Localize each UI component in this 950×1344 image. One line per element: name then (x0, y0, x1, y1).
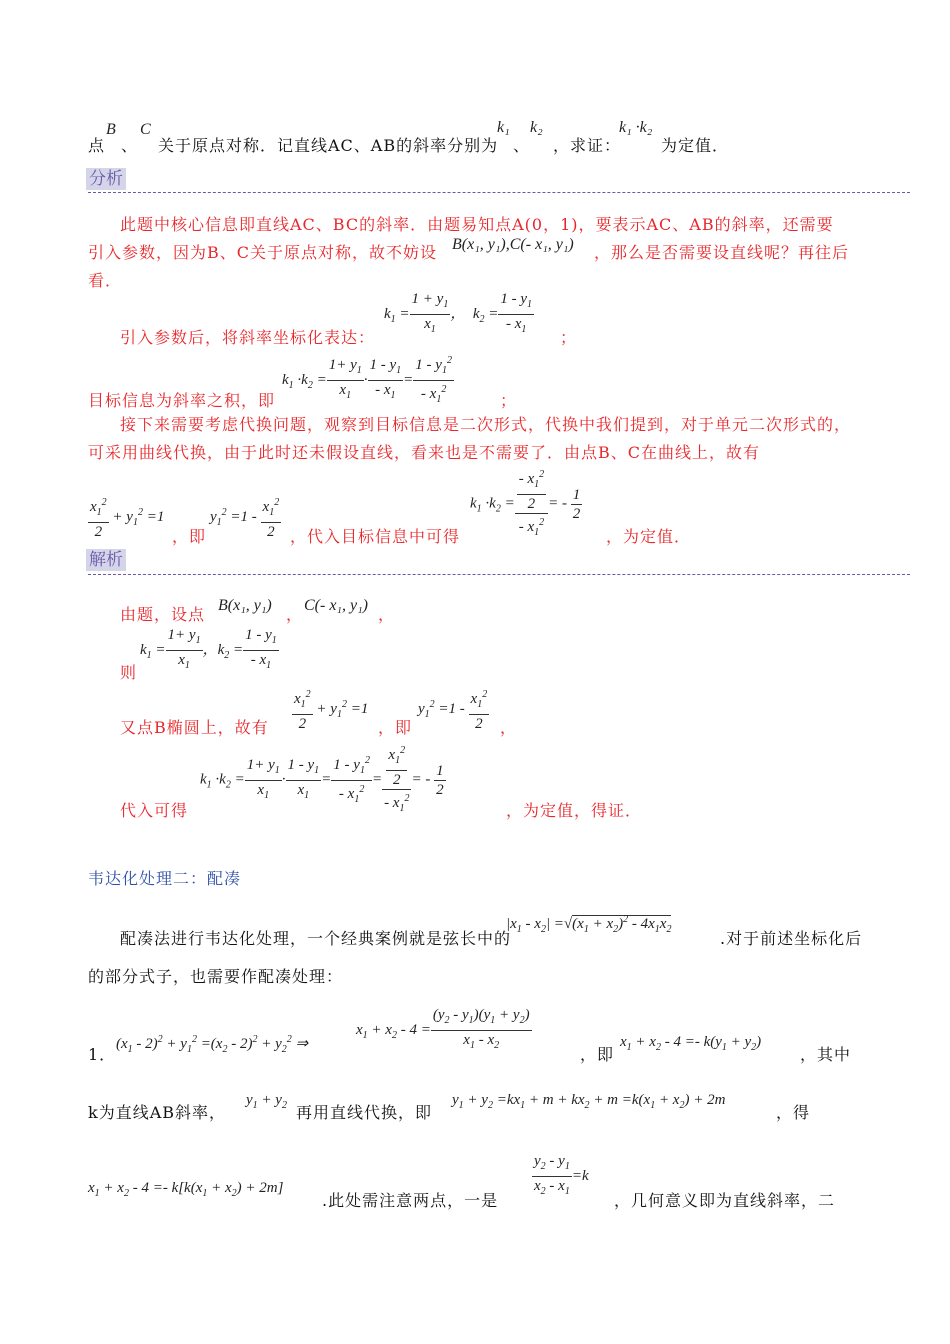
intro-text-2: 关于原点对称．记直线AC、AB的斜率分别为 (158, 136, 499, 155)
analysis-semicolon-2: ； (500, 391, 518, 410)
analysis-semicolon-1: ； (560, 328, 578, 347)
line2-text-c: ，得 (776, 1103, 811, 1122)
solution-comma-2: ， (378, 605, 396, 624)
solution-line-2: 则 (120, 663, 138, 682)
solution-point-c: C(- x₁, y₁) (304, 597, 368, 614)
result-formula: $k_1 \cdot k_2$ = $\frac{\frac{- x_1^2}{2}}{- x_1^2}$ = - $\frac{1}{2}$ (470, 466, 582, 542)
line3-text-b: ，几何意义即为直线斜率，二 (614, 1191, 836, 1210)
item-1-formula-a: $(x_1 - 2)^2 + y_1^2 =(x_2 - 2)^2 + y_2^2$ ⇒ (116, 1034, 309, 1055)
analysis-line-8c: ，为定值． (606, 527, 692, 546)
analysis-line-4: 引入参数后，将斜率坐标化表达： (120, 328, 376, 347)
analysis-line-3: 看． (88, 271, 123, 290)
section2-paragraph-2: 的部分式子，也需要作配凑处理： (88, 967, 344, 986)
solution-line-3b: ，即 (378, 718, 413, 737)
line3-formula-a: $x_1 + x_2 - 4 =- k[k(x_1 + x_2) + 2m]$ (88, 1180, 284, 1199)
analysis-divider (88, 192, 910, 193)
analysis-line-2a: 引入参数，因为B、C关于原点对称，故不妨设 (88, 243, 438, 262)
solution-point-b: B(x₁, y₁) (218, 597, 272, 614)
slope-formula: $k_1$ = $\frac{1 + y_1}{x_1}$ ， $k_2$ = $\frac{1 - y_1}{- x_1}$ (384, 290, 534, 339)
item-1-number: 1． (88, 1045, 117, 1064)
analysis-line-8a: ，即 (172, 527, 207, 546)
intro-text-1: 点 (88, 136, 106, 155)
item-1-text-b: ，即 (580, 1045, 615, 1064)
analysis-heading: 分析 (86, 168, 126, 190)
intro-sep-1: 、 (121, 136, 139, 155)
intro-sep-2: 、 (513, 136, 531, 155)
solution-divider (88, 574, 910, 575)
analysis-line-6: 接下来需要考虑代换问题，观察到目标信息是二次形式，代换中我们提到，对于单元二次形式的， (120, 415, 852, 434)
point-c-symbol: C (140, 121, 151, 138)
section2-paragraph-1b: .对于前述坐标化后 (720, 929, 863, 948)
solution-ellipse: $\frac{x_1^2}{2}$ + $y_1^2 =1$ (294, 689, 369, 732)
point-b-symbol: B (106, 121, 116, 138)
line2-formula-a: $y_1 + y_2$ (246, 1092, 287, 1111)
solution-line-3: 又点B椭圆上，故有 (120, 718, 269, 737)
intro-text-3: ，求证： (553, 136, 622, 155)
solution-line-1: 由题，设点 (120, 605, 206, 624)
y1-squared-equation: $y_1^2 =1$ - $\frac{x_1^2}{2}$ (210, 497, 280, 540)
item-1-formula-b: $x_1 + x_2 - 4$ = $\frac{(y_2 - y_1)(y_1 + y_2)}{x_1 - x_2}$ (356, 1006, 532, 1055)
line2-text-a: k为直线AB斜率， (88, 1103, 227, 1122)
k1-symbol: k₁ (497, 119, 510, 136)
line2-formula-b: $y_1 + y_2 =kx_1 + m + kx_2 + m =k(x_1 + x_2) + 2m$ (452, 1092, 726, 1111)
line2-text-b: 再用直线代换，即 (296, 1103, 433, 1122)
chord-length-formula: $|x_1 - x_2| =√(x_1 + x_2)^2 - 4x_1x_2$ (506, 914, 672, 935)
solution-line-4-end: ，为定值，得证． (506, 801, 643, 820)
solution-y1-squared: $y_1^2 =1$ - $\frac{x_1^2}{2}$ (418, 689, 488, 732)
analysis-line-2-math: B(x₁, y₁),C(- x₁, y₁) (452, 236, 574, 253)
solution-slopes: $k_1$ = $\frac{1+ y_1}{x_1}$ ，$k_2$ = $\frac{1 - y_1}{- x_1}$ (140, 626, 279, 675)
item-1-formula-c: $x_1 + x_2 - 4 =- k(y_1 + y_2)$ (620, 1034, 762, 1053)
analysis-line-7: 可采用曲线代换，由于此时还未假设直线，看来也是不需要了．由点B、C在曲线上，故有 (88, 443, 761, 462)
intro-text-4: 为定值． (661, 136, 730, 155)
line3-formula-b: $\frac{y_2 - y_1}{x_2 - x_1}$ =k (532, 1152, 589, 1201)
analysis-line-1: 此题中核心信息即直线AC、BC的斜率．由题易知点A(0，1)，要表示AC、AB的斜率，还需要 (120, 215, 834, 234)
analysis-line-5: 目标信息为斜率之积，即 (88, 391, 276, 410)
solution-comma-1: ， (286, 605, 304, 624)
line3-text-a: .此处需注意两点，一是 (322, 1191, 499, 1210)
analysis-line-2b: ，那么是否需要设直线呢？再往后 (594, 243, 850, 262)
k1k2-product: k₁ ·k₂ (619, 119, 653, 136)
solution-heading: 解析 (86, 549, 126, 571)
solution-comma-3: ， (500, 718, 518, 737)
section2-paragraph-1a: 配凑法进行韦达化处理，一个经典案例就是弦长中的 (120, 929, 512, 948)
item-1-text-c: ，其中 (800, 1045, 852, 1064)
solution-line-4: 代入可得 (120, 801, 189, 820)
k2-symbol: k₂ (530, 119, 543, 136)
product-formula: $k_1 \cdot k_2$ = $\frac{1+ y_1}{x_1}$ · $\frac{1 - y_1}{- x_1}$ = $\frac{1 - y_1^2}{- x_1^2}$ (282, 352, 454, 409)
analysis-line-8b: ，代入目标信息中可得 (290, 527, 461, 546)
ellipse-equation: $\frac{x_1^2}{2}$ + $y_1^2 =1$ (90, 497, 165, 540)
solution-final-formula: $k_1 \cdot k_2$ = $\frac{1+ y_1}{x_1}$ · $\frac{1 - y_1}{x_1}$ = $\frac{1 - y_1^2}{- x_1^2}$ = $\frac{\frac{x_1^2}{2}}{- x_1^2}$ = - $\frac{1}{2}$ (200, 742, 446, 818)
section2-title: 韦达化处理二：配凑 (88, 869, 242, 888)
